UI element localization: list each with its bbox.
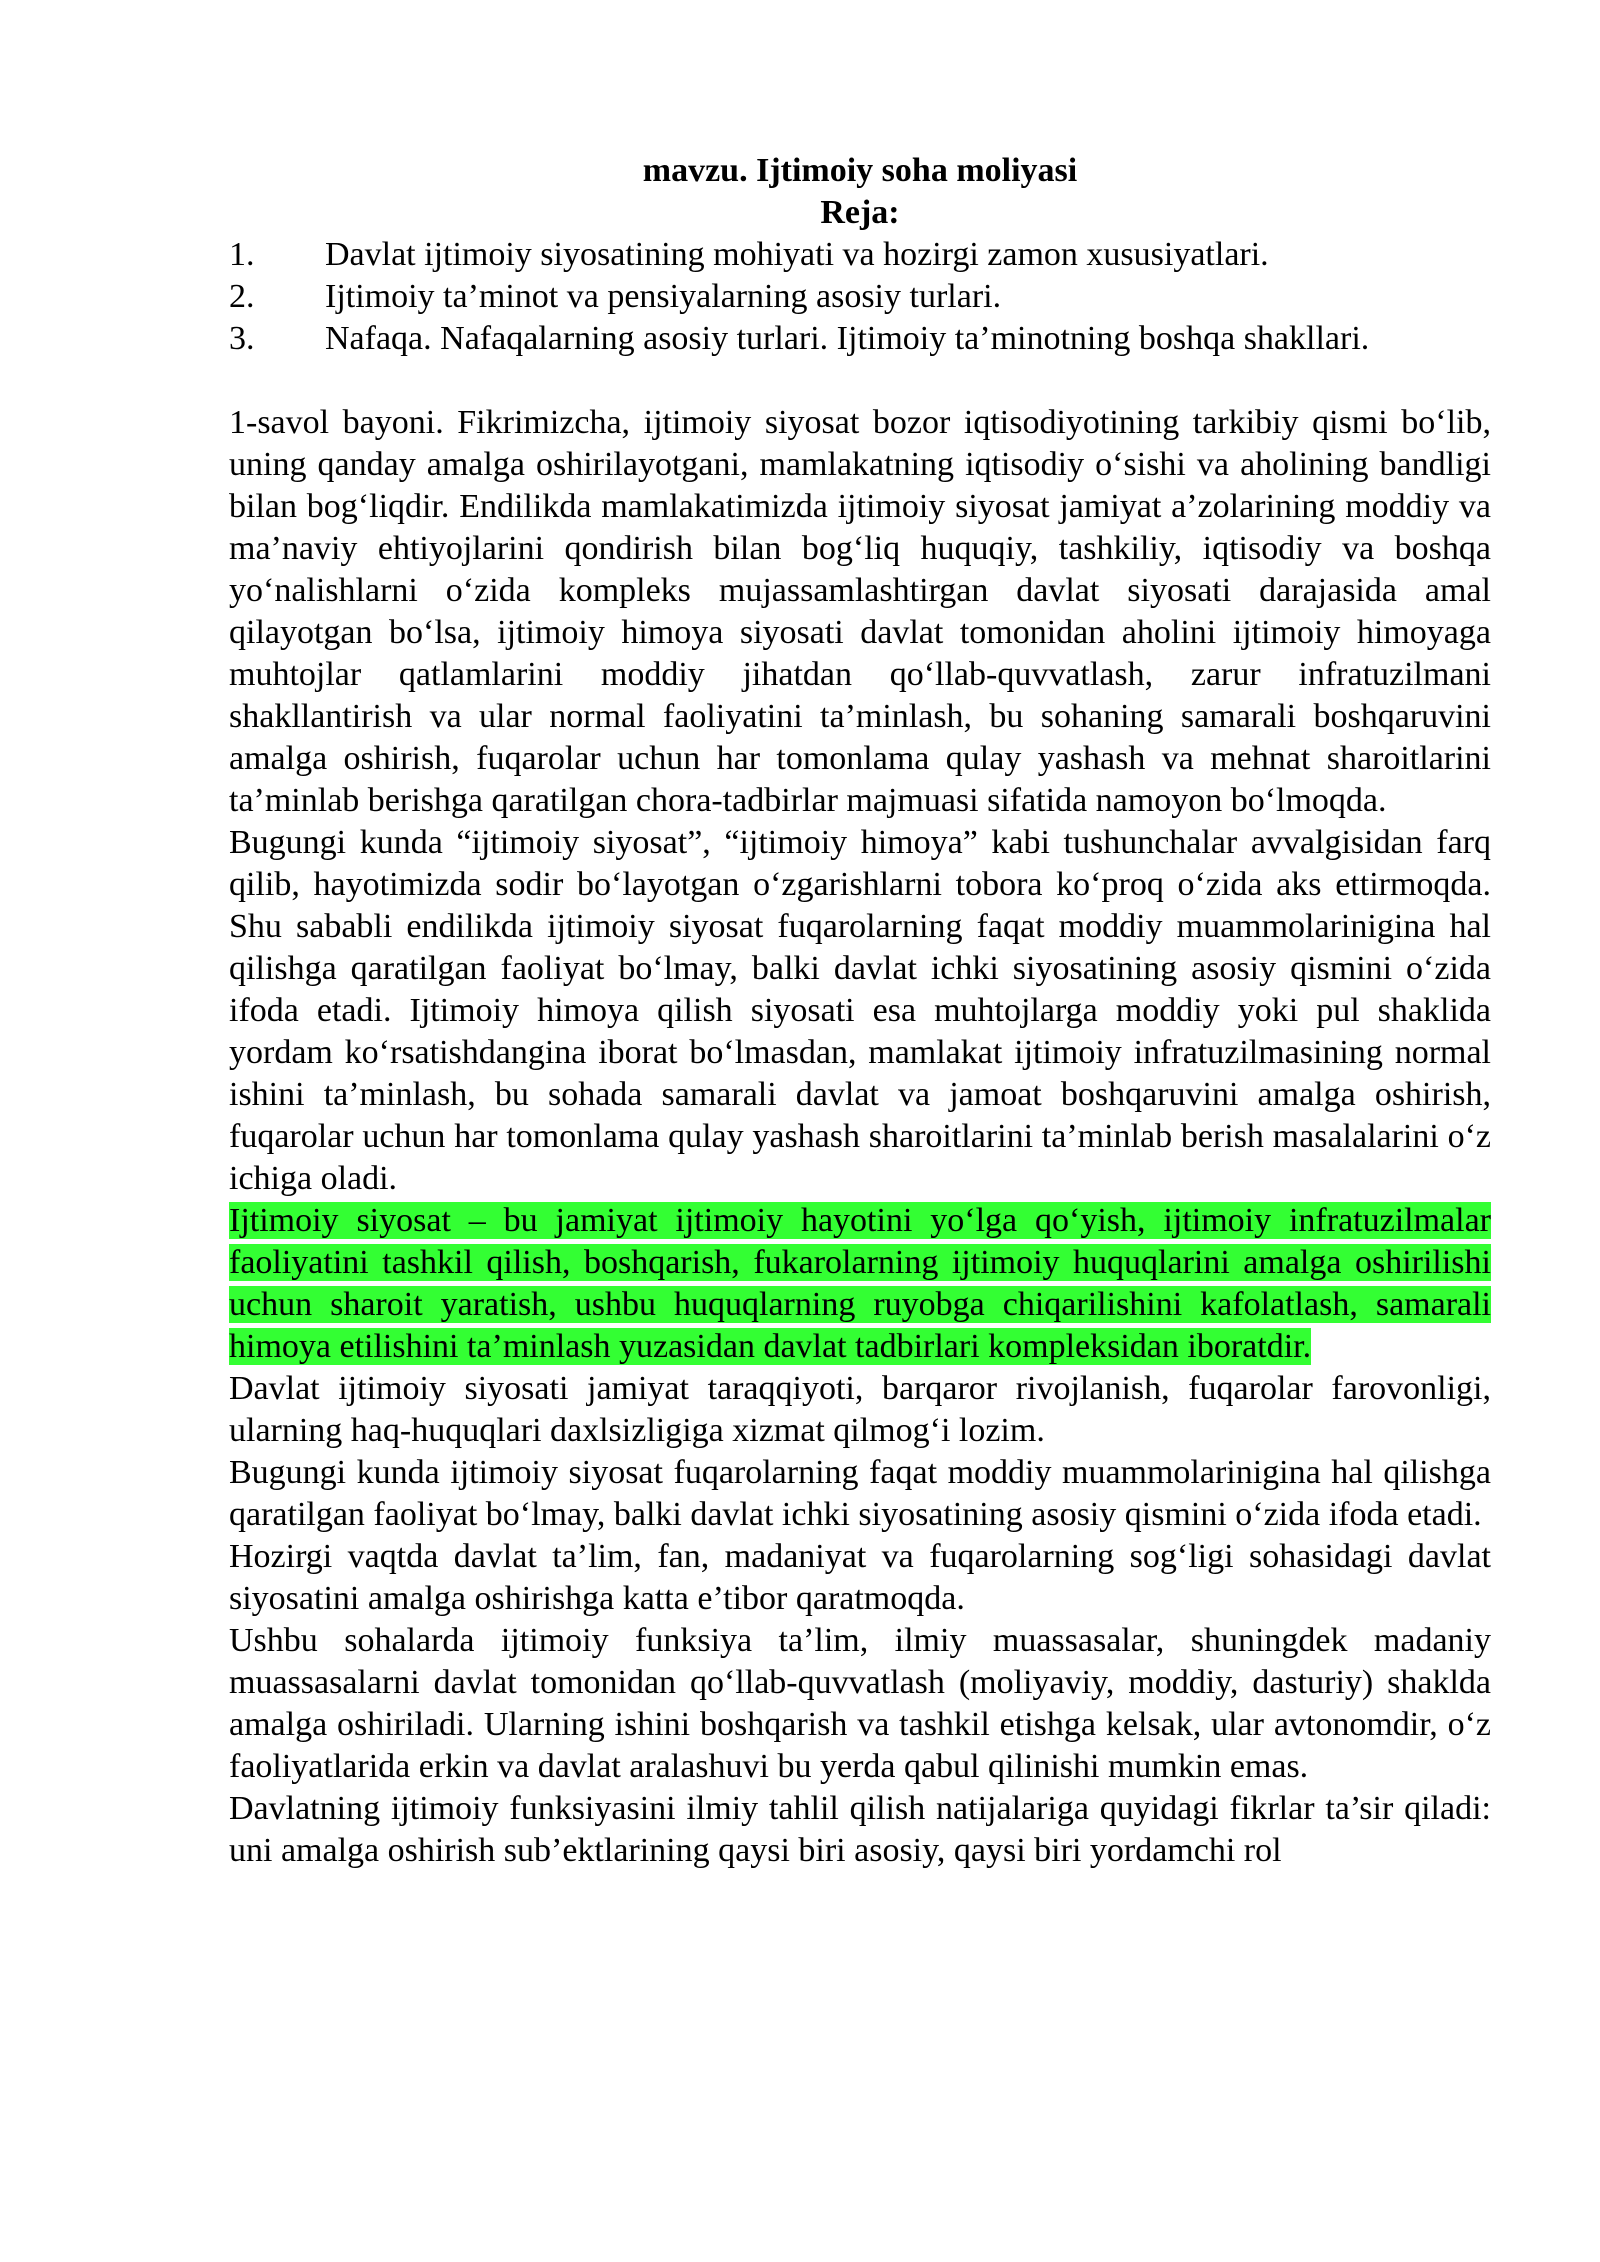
plan-item-number: 1. [229,236,255,273]
document-title: mavzu. Ijtimoiy soha moliyasi [642,152,1078,189]
plan-item [229,234,1491,276]
paragraph: Davlatning ijtimoiy funksiyasini ilmiy tahlil qilish natijalariga quyidagi fikrlar ta’sir qiladi: uni amalga oshirish sub’ektlarining qaysi biri asosiy, qaysi biri yordamchi rol [229,1790,1491,1869]
plan-item-number: 2. [229,278,255,315]
blank-line [229,360,1491,402]
paragraph-highlighted-definition [229,1200,1491,1368]
paragraph-question-1: 1-savol bayoni. Fikrimizcha, ijtimoiy siyosat bozor iqtisodiyotining tarkibiy qismi bo‘lib, uning qanday amalga oshirilayotgani, mamlakatning iqtisodiy o‘sishi va aholining bandligi bilan bog‘liqdir. Endilikda mamlakatimizda ijtimoiy siyosat jamiyat a’zolarining moddiy va ma’naviy ehtiyojlarini qondirish bilan bog‘liq huquqiy, tashkiliy, iqtisodiy va boshqa yo‘nalishlarni o‘zida kompleks mujassamlashtirgan davlat siyosati darajasida amal qilayotgan bo‘lsa, ijtimoiy himoya siyosati davlat tomonidan aholini ijtimoiy himoyaga muhtojlar qatlamlarini moddiy jihatdan qo‘llab-quvvatlash, zarur infratuzilmani shakllantirish va ular normal faoliyatini ta’minlash, bu sohaning samarali boshqaruvini amalga oshirish, fuqarolar uchun har tomonlama qulay yashash va mehnat sharoitlarini ta’minlab berishga qaratilgan chora-tadbirlar majmuasi sifatida namoyon bo‘lmoqda. [229,404,1491,819]
paragraph: Bugungi kunda ijtimoiy siyosat fuqarolarning faqat moddiy muammolarinigina hal qilishga qaratilgan faoliyat bo‘lmay, balki davlat ichki siyosatining asosiy qismini o‘zida ifoda etadi. [229,1454,1491,1533]
plan-item-number: 3. [229,320,255,357]
paragraph: Bugungi kunda “ijtimoiy siyosat”, “ijtimoiy himoya” kabi tushunchalar avvalgisidan farq qilib, hayotimizda sodir bo‘layotgan o‘zgarishlarni tobora ko‘proq o‘zida aks ettirmoqda. Shu sababli endilikda ijtimoiy siyosat fuqarolarning faqat moddiy muammolarinigina hal qilishga qaratilgan faoliyat bo‘lmay, balki davlat ichki siyosatining asosiy qismini o‘zida ifoda etadi. Ijtimoiy himoya qilish siyosati esa muhtojlarga moddiy yoki pul shaklida yordam ko‘rsatishdangina iborat bo‘lmasdan, mamlakat ijtimoiy infratuzilmasining normal ishini ta’minlash, bu sohada samarali davlat va jamoat boshqaruvini amalga oshirish, fuqarolar uchun har tomonlama qulay yashash sharoitlarini ta’minlab berish masalalarini o‘z ichiga oladi. [229,824,1491,1197]
paragraph: Davlat ijtimoiy siyosati jamiyat taraqqiyoti, barqaror rivojlanish, fuqarolar farovonligi, ularning haq-huquqlari daxlsizligiga xizmat qilmog‘i lozim. [229,1370,1491,1449]
plan-item-text: Ijtimoiy ta’minot va pensiyalarning asosiy turlari. [325,278,1002,315]
plan-list [229,234,1491,360]
plan-item [229,318,1491,360]
paragraph: Hozirgi vaqtda davlat ta’lim, fan, madaniyat va fuqarolarning sog‘ligi sohasidagi davlat siyosatini amalga oshirishga katta e’tibor qaratmoqda. [229,1538,1491,1617]
document-page [229,150,1491,1872]
plan-item [229,276,1491,318]
highlighted-text: Ijtimoiy siyosat – bu jamiyat ijtimoiy hayotini yo‘lga qo‘yish, ijtimoiy infratuzilmalar faoliyatini tashkil qilish, boshqarish, fukarolarning ijtimoiy huquqlarini amalga oshirilishi uchun sharoit yaratish, ushbu huquqlarning ruyobga chiqarilishini kafolatlash, samarali himoya etilishini ta’minlash yuzasidan davlat tadbirlari kompleksidan iboratdir. [229,1202,1491,1365]
plan-item-text: Nafaqa. Nafaqalarning asosiy turlari. Ijtimoiy ta’minotning boshqa shakllari. [325,320,1370,357]
paragraph: Ushbu sohalarda ijtimoiy funksiya ta’lim, ilmiy muassasalar, shuningdek madaniy muassasalarni davlat tomonidan qo‘llab-quvvatlash (moliyaviy, moddiy, dasturiy) shaklda amalga oshiriladi. Ularning ishini boshqarish va tashkil etishga kelsak, ular avtonomdir, o‘z faoliyatlarida erkin va davlat aralashuvi bu yerda qabul qilinishi mumkin emas. [229,1622,1491,1785]
plan-heading: Reja: [820,194,900,231]
plan-item-text: Davlat ijtimoiy siyosatining mohiyati va hozirgi zamon xususiyatlari. [325,236,1269,273]
